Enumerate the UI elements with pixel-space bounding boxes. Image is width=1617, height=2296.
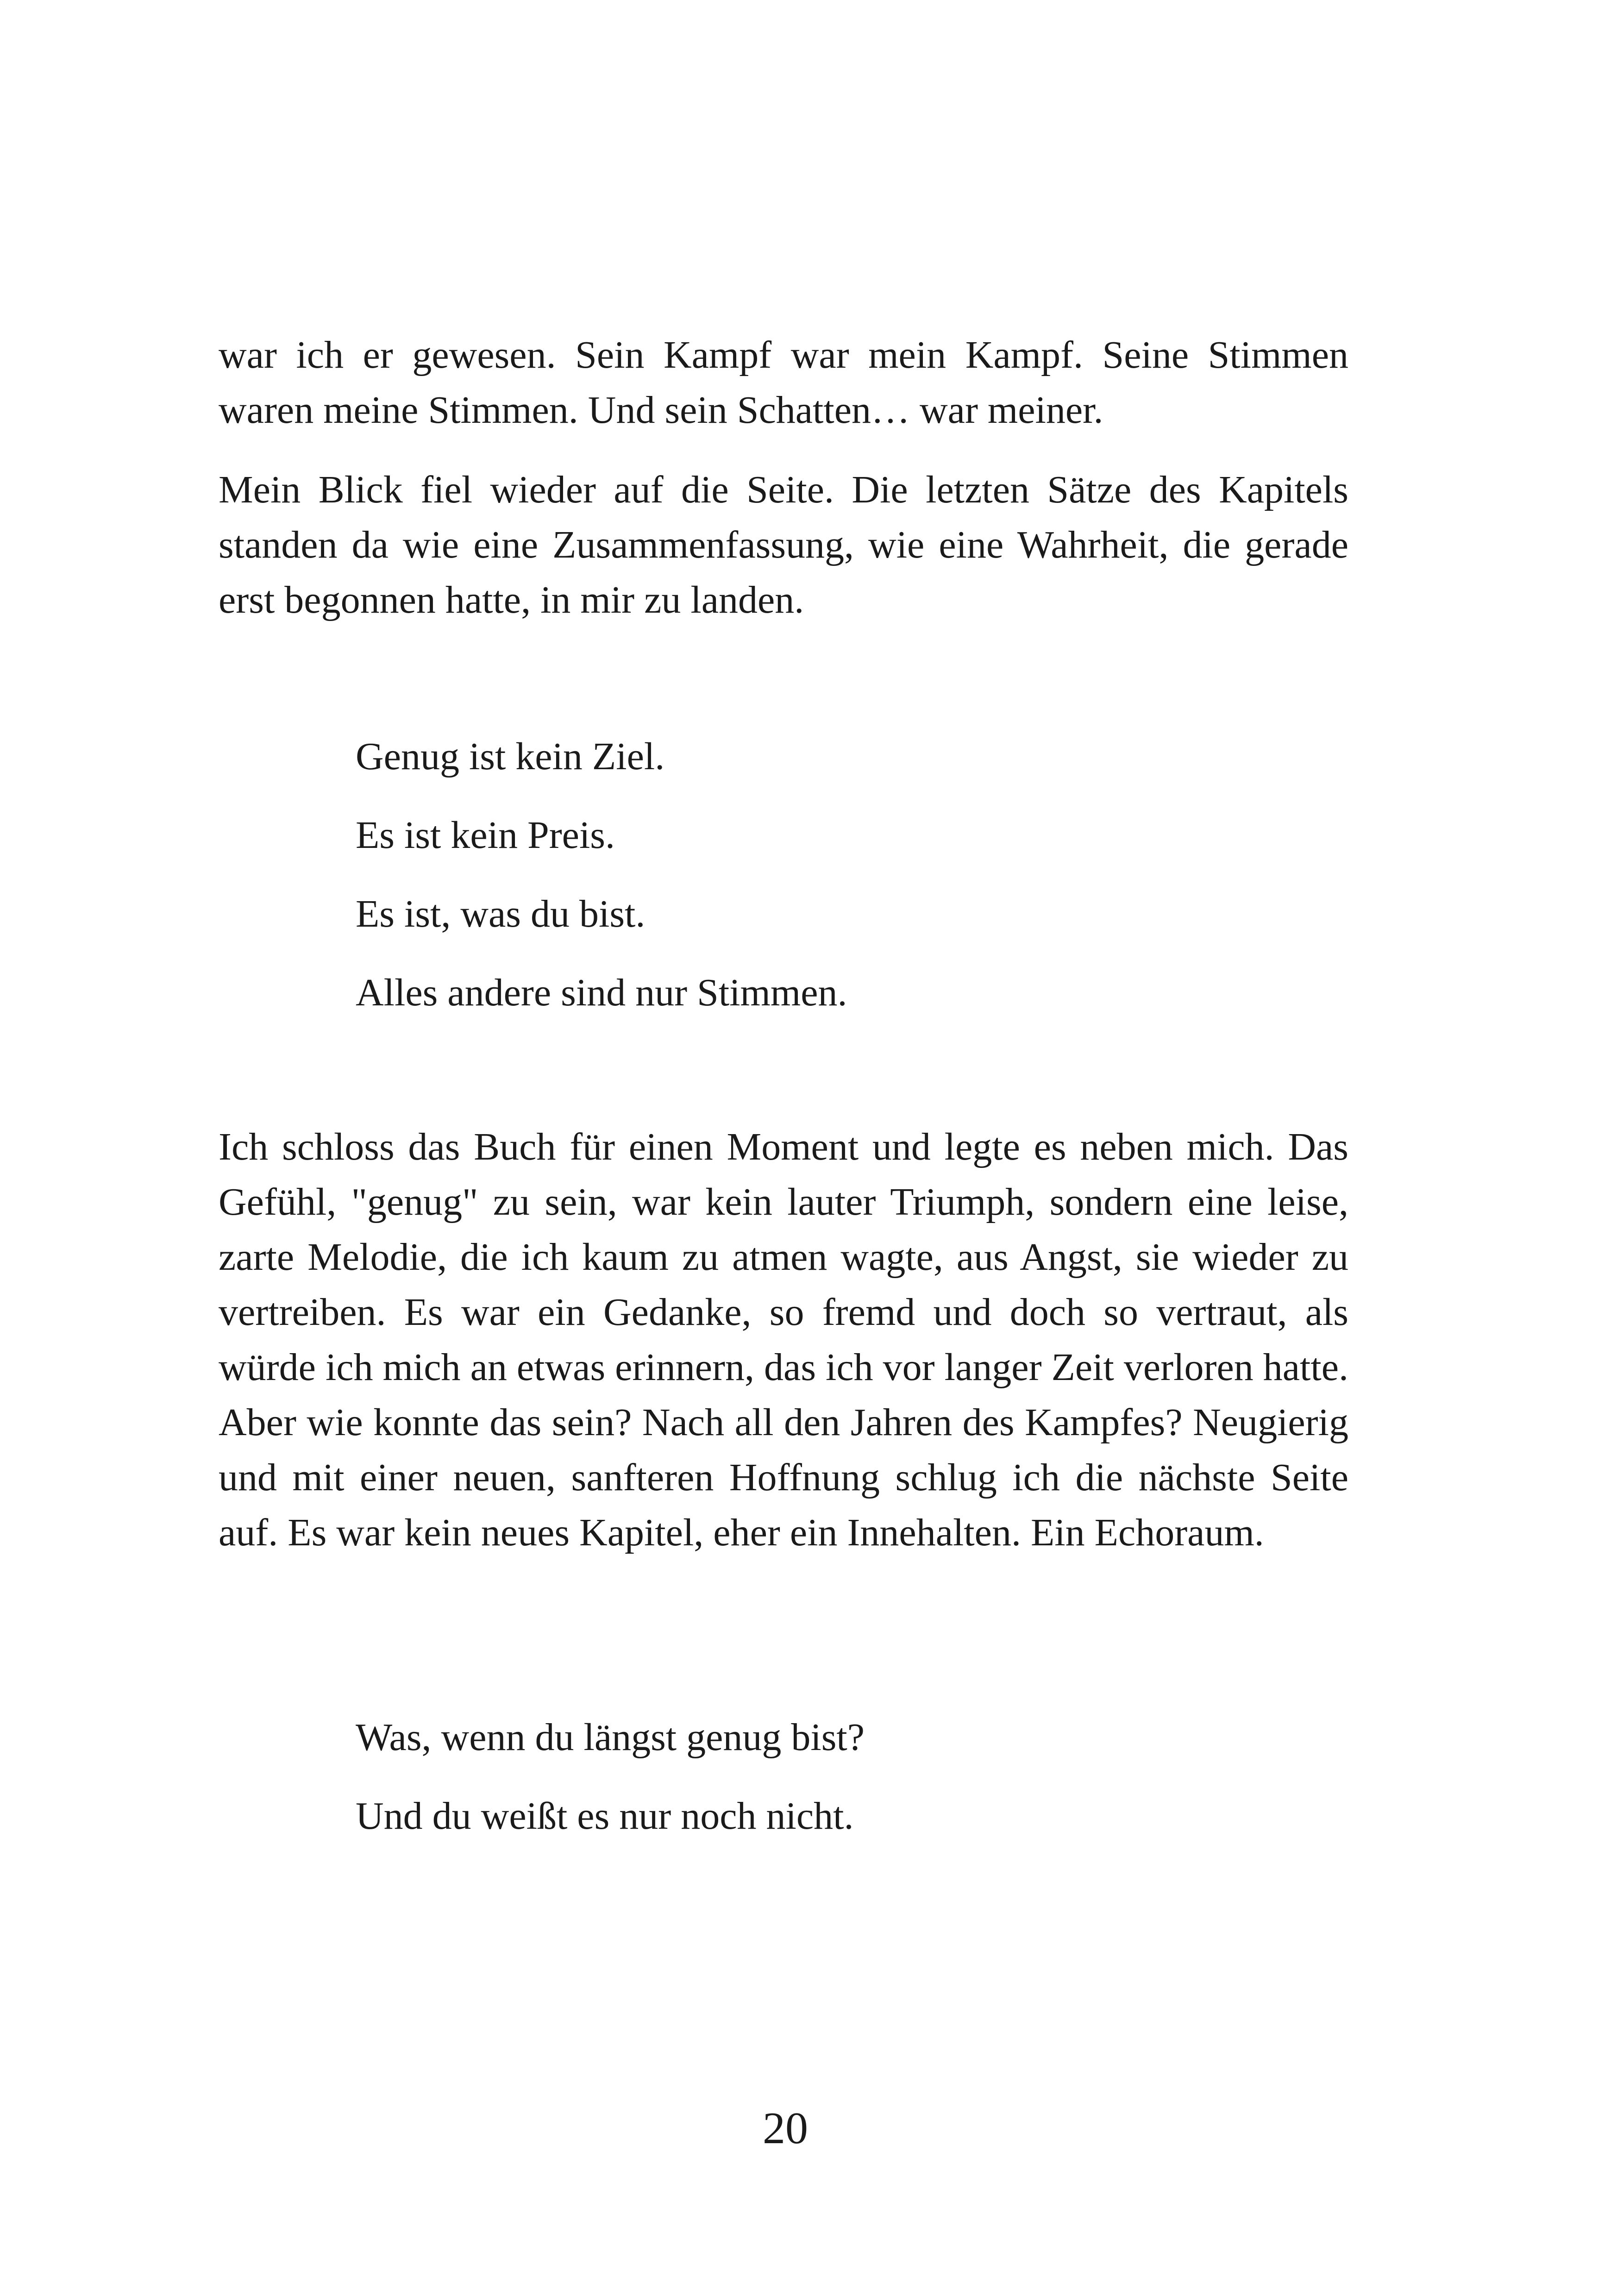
verse-block-1 [356, 729, 1328, 1044]
verse-line: Und du weißt es nur noch nicht. [356, 1794, 854, 1838]
page-number: 20 [763, 2103, 808, 2153]
paragraph-2: Mein Blick fiel wieder auf die Seite. Die letzten Sätze des Kapitels standen da wie eine Zusammenfassung, wie eine Wahrheit, die gerade erst begonnen hatte, in mir zu landen. [219, 468, 1348, 621]
verse-line: Genug ist kein Ziel. [356, 735, 665, 778]
verse-line: Es ist kein Preis. [356, 814, 615, 857]
verse-line: Was, wenn du längst genug bist? [356, 1716, 865, 1759]
verse-block-2 [356, 1710, 1328, 1867]
verse-line: Alles andere sind nur Stimmen. [356, 971, 847, 1014]
verse-line: Es ist, was du bist. [356, 892, 646, 935]
paragraph-3: Ich schloss das Buch für einen Moment und legte es neben mich. Das Gefühl, "genug" zu sein, war kein lauter Triumph, sondern eine leise, zarte Melodie, die ich kaum zu atmen wagte, aus Angst, sie wieder zu vertreiben. Es war ein Gedanke, so fremd und doch so vertraut, als würde ich mich an etwas erinnern, das ich vor langer Zeit verloren hatte. Aber wie konnte das sein? Nach all den Jahren des Kampfes? Neugierig und mit einer neuen, sanfteren Hoffnung schlug ich die nächste Seite auf. Es war kein neues Kapitel, eher ein Innehalten. Ein Echoraum. [219, 1125, 1348, 1554]
paragraph-1: war ich er gewesen. Sein Kampf war mein Kampf. Seine Stimmen waren meine Stimmen. Und sein Schatten… war meiner. [219, 333, 1348, 432]
